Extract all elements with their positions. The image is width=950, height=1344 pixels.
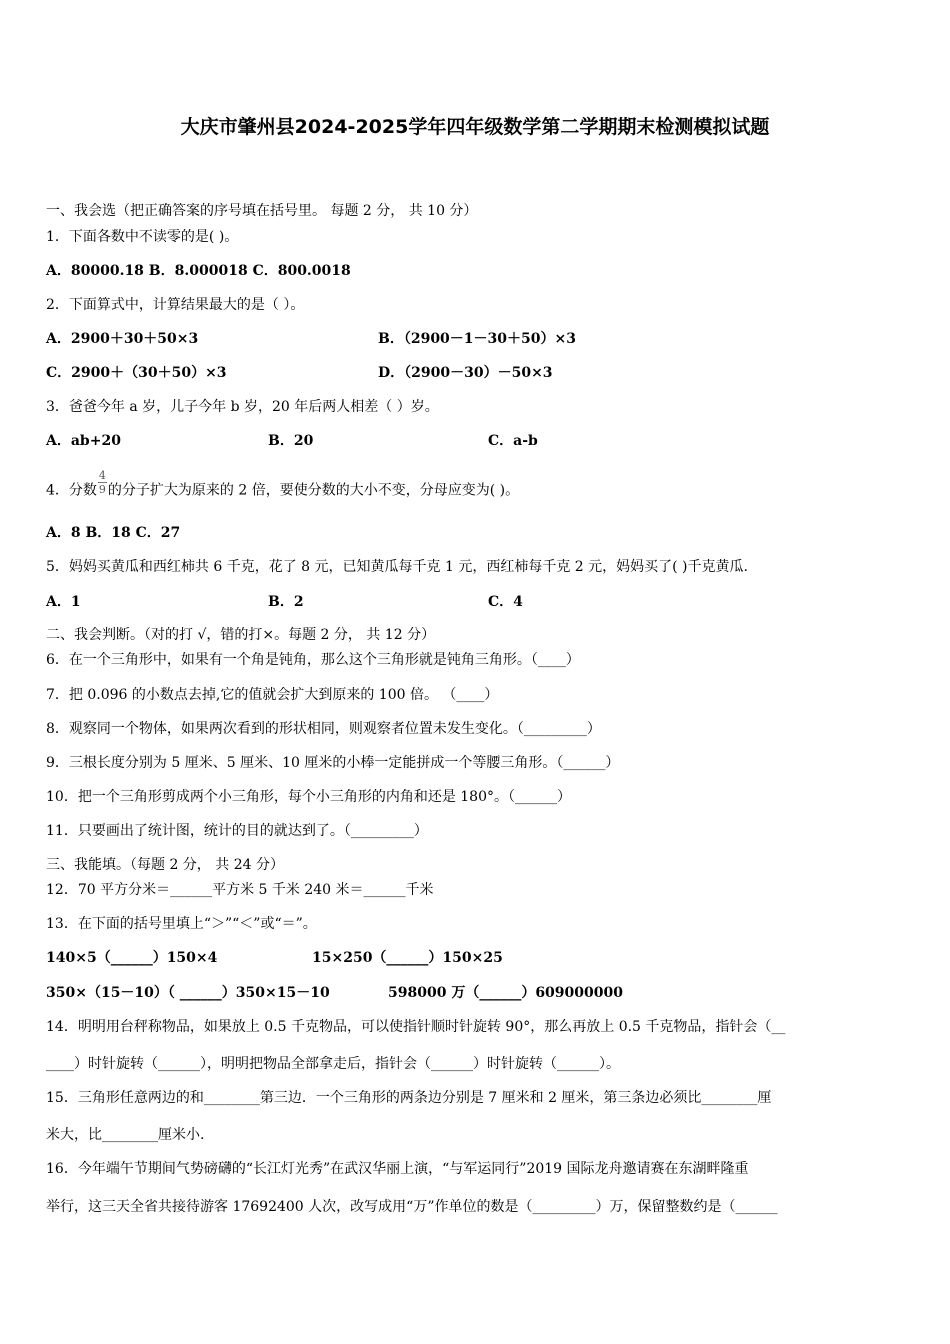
question-5-option-c: C．4	[488, 594, 523, 610]
question-4-options: A．8 B．18 C．27	[46, 525, 181, 541]
question-2-option-c: C．2900＋（30＋50）×3	[46, 365, 227, 381]
question-16-line-1: 16．今年端午节期间气势磅礴的“长江灯光秀”在武汉华丽上演，“与军运同行”2019 国际龙舟邀请赛在东湖畔隆重	[46, 1161, 749, 1177]
section-heading-3: 三、我能填。（每题 2 分， 共 24 分）	[46, 857, 284, 873]
question-3-option-c: C．a-b	[488, 433, 538, 449]
question-16-line-2: 举行，这三天全省共接待游客 17692400 人次，改写成用“万”作单位的数是（_________）万，保留整数约是（______	[46, 1199, 778, 1215]
page-title: 大庆市肇州县2024-2025学年四年级数学第二学期期末检测模拟试题	[180, 116, 770, 138]
question-9: 9．三根长度分别为 5 厘米、5 厘米、10 厘米的小棒一定能拼成一个等腰三角形。（______）	[46, 755, 620, 771]
question-4-suffix: 的分子扩大为原来的 2 倍，要使分数的大小不变，分母应变为( )。	[107, 482, 520, 499]
question-2: 2．下面算式中，计算结果最大的是（ ）。	[46, 297, 305, 313]
question-10: 10．把一个三角形剪成两个小三角形，每个小三角形的内角和还是 180°。（______）	[46, 789, 571, 805]
question-14-line-2: ____）时针旋转（______），明明把物品全部拿走后，指针会（______）时针旋转（______）。	[46, 1056, 620, 1072]
question-1: 1．下面各数中不读零的是( )。	[46, 229, 239, 245]
question-4	[46, 469, 520, 503]
question-2-option-a: A．2900＋30＋50×3	[46, 331, 199, 347]
question-13-item-d: 598000 万（______）609000000	[388, 985, 623, 1001]
question-8: 8．观察同一个物体，如果两次看到的形状相同，则观察者位置未发生变化。（_________）	[46, 721, 601, 737]
question-13-item-b: 15×250（______）150×25	[312, 950, 503, 966]
question-3: 3．爸爸今年 a 岁，儿子今年 b 岁，20 年后两人相差（ ）岁。	[46, 399, 439, 415]
question-6: 6．在一个三角形中，如果有一个角是钝角，那么这个三角形就是钝角三角形。（____）	[46, 652, 580, 668]
question-12: 12．70 平方分米＝______平方米 5 千米 240 米＝______千米	[46, 882, 434, 898]
question-14-line-1: 14．明明用台秤称物品，如果放上 0.5 千克物品，可以使指针顺时针旋转 90°，那么再放上 0.5 千克物品，指针会（__	[46, 1019, 786, 1035]
question-5: 5．妈妈买黄瓜和西红柿共 6 千克，花了 8 元，已知黄瓜每千克 1 元，西红柿每千克 2 元，妈妈买了( )千克黄瓜.	[46, 559, 748, 575]
fraction-numerator: 4	[98, 469, 106, 482]
fraction-denominator: 9	[98, 483, 106, 496]
question-13-item-c: 350×（15－10）（ ______）350×15－10	[46, 985, 330, 1001]
fraction-four-ninths	[98, 470, 107, 495]
question-5-option-a: A．1	[46, 594, 81, 610]
question-15-line-1: 15．三角形任意两边的和________第三边．一个三角形的两条边分别是 7 厘米和 2 厘米，第三条边必须比________厘	[46, 1090, 772, 1106]
question-1-options: A．80000.18 B．8.000018 C．800.0018	[46, 263, 351, 279]
section-heading-1: 一、我会选（把正确答案的序号填在括号里。 每题 2 分， 共 10 分）	[46, 203, 478, 219]
question-3-option-a: A．ab+20	[46, 433, 121, 449]
section-heading-2: 二、我会判断。（对的打 √，错的打×。每题 2 分， 共 12 分）	[46, 627, 436, 643]
question-15-line-2: 米大，比________厘米小.	[46, 1127, 205, 1143]
question-2-option-b: B．（2900－1－30＋50）×3	[378, 331, 576, 347]
question-13: 13．在下面的括号里填上“＞”“＜”或“＝”。	[46, 916, 317, 932]
question-7: 7．把 0.096 的小数点去掉,它的值就会扩大到原来的 100 倍。 （____）	[46, 687, 499, 703]
question-3-option-b: B．20	[268, 433, 314, 449]
question-2-option-d: D．（2900－30）－50×3	[378, 365, 553, 381]
question-11: 11．只要画出了统计图，统计的目的就达到了。（_________）	[46, 823, 428, 839]
question-5-option-b: B．2	[268, 594, 304, 610]
question-4-prefix: 4．分数	[46, 482, 97, 499]
question-13-item-a: 140×5（______）150×4	[46, 950, 218, 966]
